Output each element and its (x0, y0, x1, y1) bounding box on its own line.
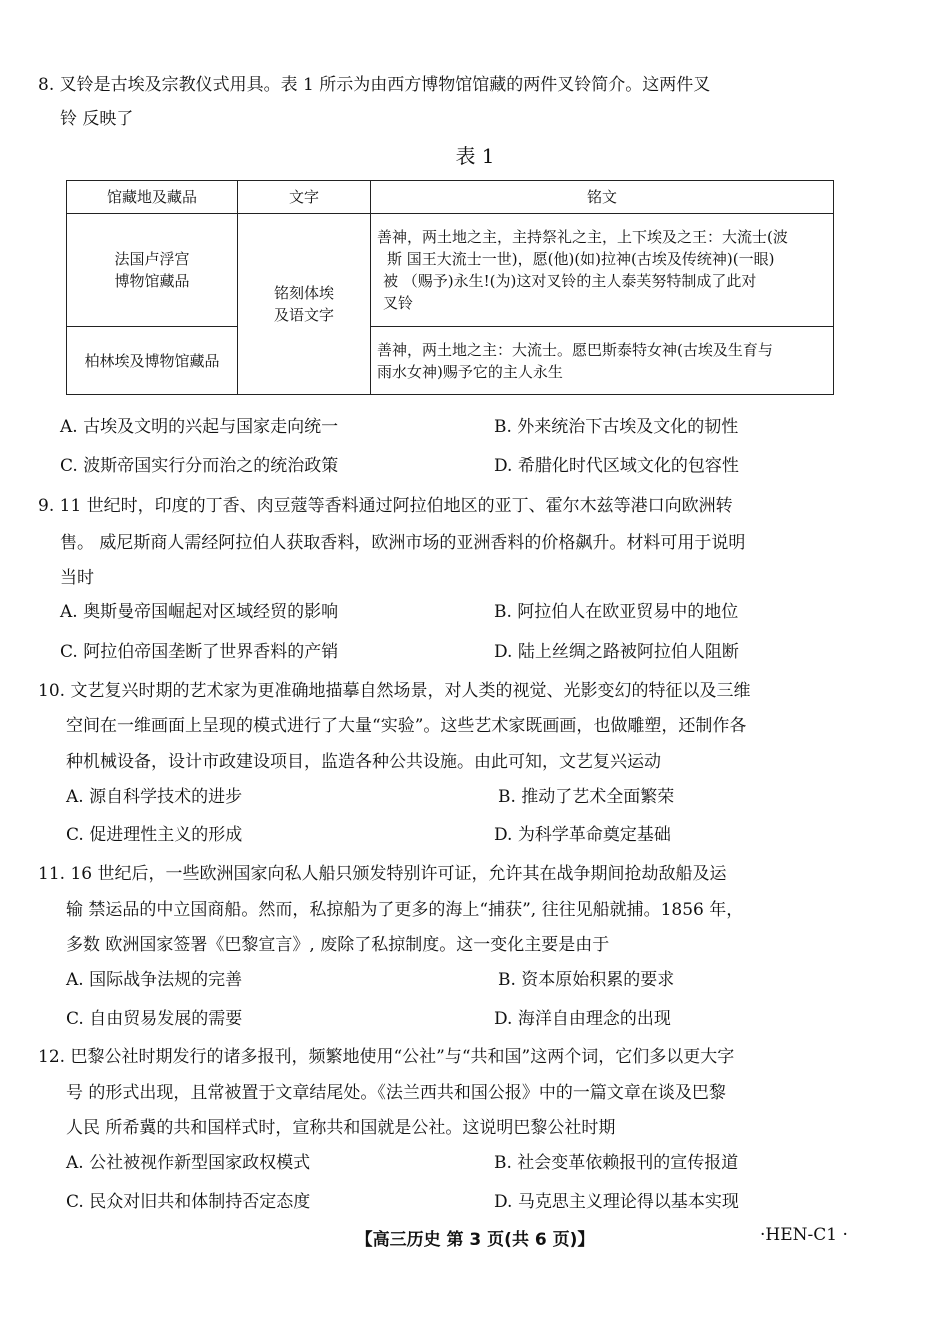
q10-option-b: B. 推动了艺术全面繁荣 (498, 787, 675, 807)
q9-option-d: D. 陆上丝绸之路被阿拉伯人阻断 (494, 642, 739, 662)
q8-option-a: A. 古埃及文明的兴起与国家走向统一 (60, 417, 339, 437)
script-line2: 及语文字 (273, 306, 334, 324)
table-row (67, 327, 834, 395)
q10-option-c: C. 促进理性主义的形成 (66, 825, 243, 845)
louvre-ins-line4: 叉铃 (383, 294, 414, 312)
q8-stem-line1: 8. 叉铃是古埃及宗教仪式用具。表 1 所示为由西方博物馆馆藏的两件叉铃简介。这两件叉 (38, 75, 711, 95)
inscription-table (66, 180, 834, 395)
q12-option-a: A. 公社被视作新型国家政权模式 (66, 1153, 311, 1173)
q11-stem-line1: 11. 16 世纪后，一些欧洲国家向私人船只颁发特别许可证，允许其在战争期间抢劫敌船及运 (38, 864, 727, 884)
berlin-ins-line1: 善神，两土地之主：大流士。愿巴斯泰特女神(古埃及生育与 (377, 340, 773, 359)
q9-stem-line2: 售。 威尼斯商人需经阿拉伯人获取香料，欧洲市场的亚洲香料的价格飙升。材料可用于说明 (60, 533, 746, 553)
q12-stem-line2: 号 的形式出现，且常被置于文章结尾处。《法兰西共和国公报》中的一篇文章在谈及巴黎 (66, 1083, 726, 1103)
script-line1: 铭刻体埃 (273, 284, 334, 302)
q11-option-b: B. 资本原始积累的要求 (498, 970, 675, 990)
cell-script (238, 214, 371, 395)
louvre-ins-line2: 斯 国王大流士一世)，愿(他)(如)拉神(古埃及传统神)(一眼) (387, 250, 775, 268)
q11-option-a: A. 国际战争法规的完善 (66, 970, 243, 990)
q9-option-c: C. 阿拉伯帝国垄断了世界香料的产销 (60, 642, 339, 662)
berlin-ins-line2: 雨水女神)赐予它的主人永生 (377, 362, 563, 381)
cell-collection-louvre (67, 214, 238, 327)
table-caption: 表 1 (455, 144, 495, 168)
q9-stem-line3: 当时 (60, 568, 94, 588)
q9-stem-line1: 9. 11 世纪时，印度的丁香、肉豆蔻等香料通过阿拉伯地区的亚丁、霍尔木兹等港口向欧洲转 (38, 496, 733, 516)
table-row (67, 214, 834, 327)
header-collection: 馆藏地及藏品 (67, 181, 238, 214)
footer-title: 【高三历史 第 3 页(共 6 页)】 (355, 1230, 595, 1250)
q8-stem-line2: 铃 反映了 (60, 109, 134, 129)
header-script: 文字 (238, 181, 371, 214)
table-header-row (67, 181, 834, 214)
cell-inscription-louvre (371, 214, 834, 327)
cell-collection-berlin: 柏林埃及博物馆藏品 (67, 327, 238, 395)
q10-option-a: A. 源自科学技术的进步 (66, 787, 243, 807)
q10-stem-line3: 种机械设备，设计市政建设项目，监造各种公共设施。由此可知，文艺复兴运动 (66, 752, 661, 772)
footer-code: ·HEN-C1 · (760, 1225, 848, 1245)
q12-option-c: C. 民众对旧共和体制持否定态度 (66, 1192, 311, 1212)
louvre-ins-line1: 善神，两土地之主，主持祭礼之主，上下埃及之王：大流士(波 (377, 228, 788, 246)
header-inscription: 铭文 (371, 181, 834, 214)
q8-option-c: C. 波斯帝国实行分而治之的统治政策 (60, 456, 339, 476)
q12-option-b: B. 社会变革依赖报刊的宣传报道 (494, 1153, 739, 1173)
louvre-line1: 法国卢浮宫 (114, 250, 190, 268)
louvre-ins-line3: 被 （赐予)永生!(为)这对叉铃的主人泰芙努特制成了此对 (383, 272, 757, 290)
q8-option-b: B. 外来统治下古埃及文化的韧性 (494, 417, 739, 437)
q9-option-a: A. 奥斯曼帝国崛起对区域经贸的影响 (60, 602, 339, 622)
q9-option-b: B. 阿拉伯人在欧亚贸易中的地位 (494, 602, 739, 622)
q11-stem-line3: 多数 欧洲国家签署《巴黎宣言》, 废除了私掠制度。这一变化主要是由于 (66, 935, 610, 955)
q11-option-c: C. 自由贸易发展的需要 (66, 1009, 243, 1029)
q12-option-d: D. 马克思主义理论得以基本实现 (494, 1192, 739, 1212)
q8-option-d: D. 希腊化时代区域文化的包容性 (494, 456, 739, 476)
q12-stem-line1: 12. 巴黎公社时期发行的诸多报刊，频繁地使用“公社”与“共和国”这两个词，它们多以更大字 (38, 1047, 735, 1067)
q12-stem-line3: 人民 所希冀的共和国样式时，宣称共和国就是公社。这说明巴黎公社时期 (66, 1118, 616, 1138)
q11-option-d: D. 海洋自由理念的出现 (494, 1009, 671, 1029)
q11-stem-line2: 输 禁运品的中立国商船。然而，私掠船为了更多的海上“捕获”, 往往见船就捕。1856 年， (66, 900, 744, 920)
q10-option-d: D. 为科学革命奠定基础 (494, 825, 671, 845)
louvre-line2: 博物馆藏品 (114, 272, 190, 290)
q10-stem-line2: 空间在一维画面上呈现的模式进行了大量“实验”。这些艺术家既画画，也做雕塑，还制作各 (66, 716, 747, 736)
q10-stem-line1: 10. 文艺复兴时期的艺术家为更准确地描摹自然场景，对人类的视觉、光影变幻的特征以及三维 (38, 681, 751, 701)
cell-inscription-berlin (371, 327, 834, 395)
